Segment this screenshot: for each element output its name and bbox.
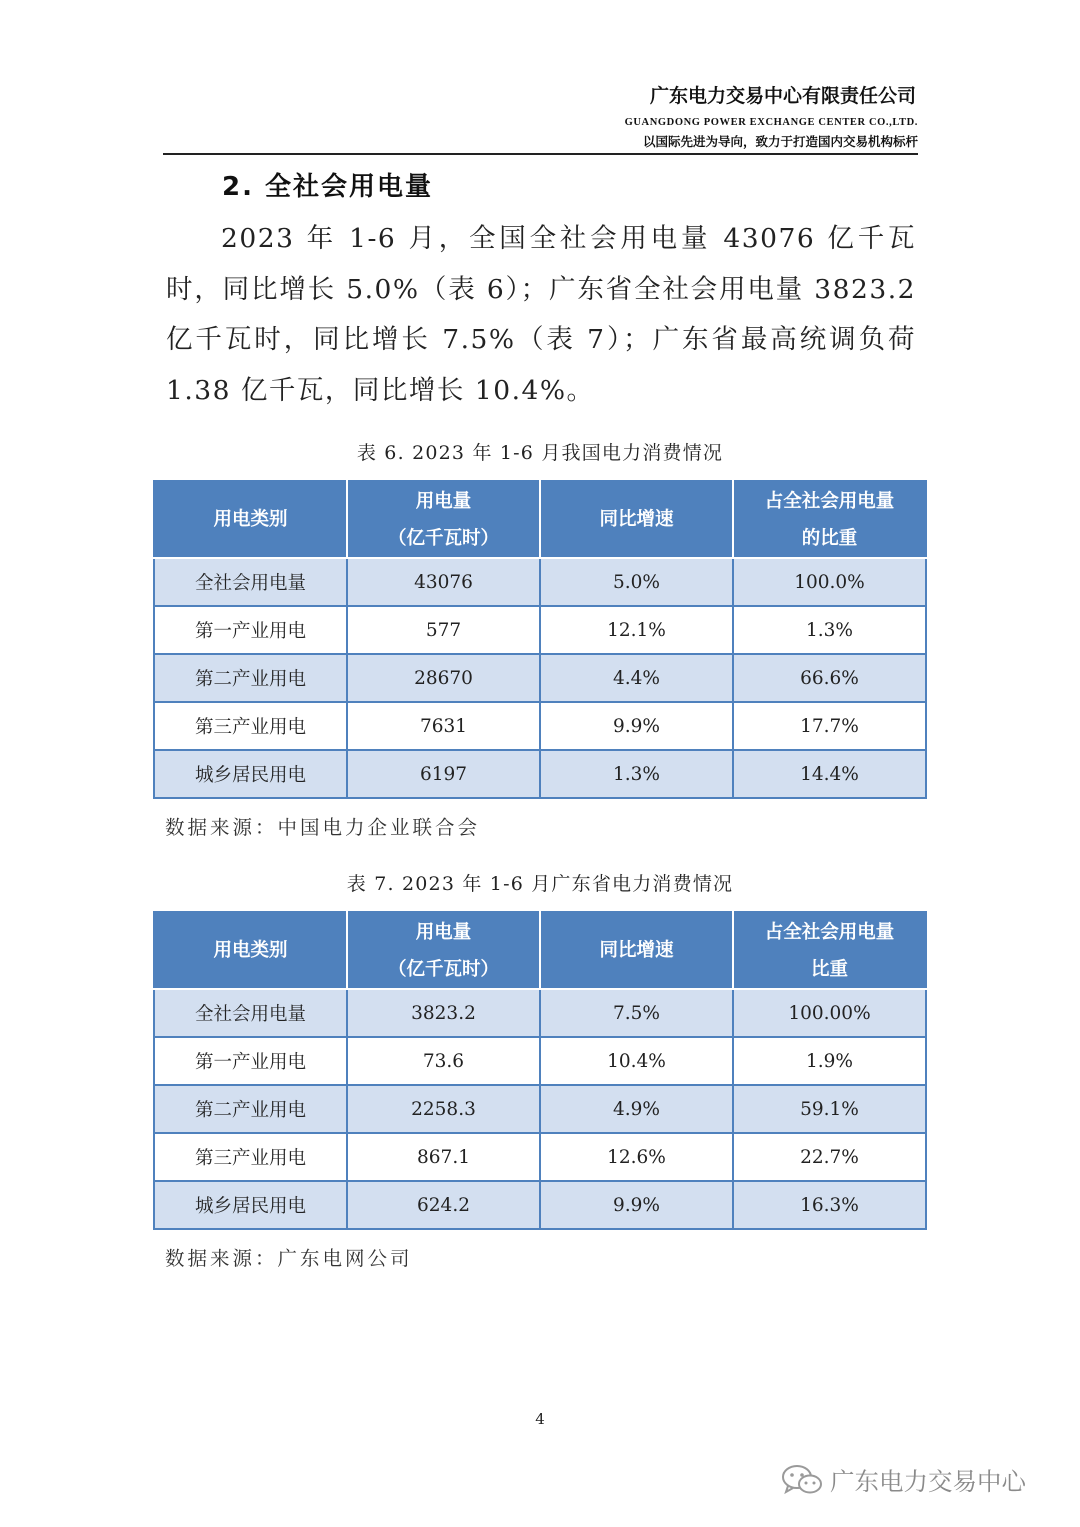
table-row xyxy=(154,654,926,702)
cell-growth: 4.4% xyxy=(540,654,733,702)
cell-growth: 9.9% xyxy=(540,702,733,750)
cell-share: 59.1% xyxy=(733,1085,926,1133)
header-consumption: 用电量 （亿千瓦时） xyxy=(347,912,540,989)
table-row xyxy=(154,558,926,606)
document-header xyxy=(163,82,918,152)
table7-source: 数据来源：广东电网公司 xyxy=(165,1247,413,1270)
page-number: 4 xyxy=(535,1410,545,1428)
cell-growth: 12.1% xyxy=(540,606,733,654)
cell-consumption: 867.1 xyxy=(347,1133,540,1181)
cell-consumption: 2258.3 xyxy=(347,1085,540,1133)
cell-category: 第一产业用电 xyxy=(154,1037,347,1085)
header-growth: 同比增速 xyxy=(540,481,733,558)
cell-consumption: 3823.2 xyxy=(347,989,540,1037)
header-share: 占全社会用电量 比重 xyxy=(733,912,926,989)
cell-growth: 4.9% xyxy=(540,1085,733,1133)
table-row xyxy=(154,1133,926,1181)
cell-consumption: 577 xyxy=(347,606,540,654)
table-row xyxy=(154,989,926,1037)
cell-growth: 7.5% xyxy=(540,989,733,1037)
cell-consumption: 7631 xyxy=(347,702,540,750)
table-header-row xyxy=(154,481,926,558)
watermark-text: 广东电力交易中心 xyxy=(830,1466,1026,1496)
table6-caption: 表 6. 2023 年 1-6 月我国电力消费情况 xyxy=(356,442,724,464)
cell-category: 第二产业用电 xyxy=(154,654,347,702)
table-header-row xyxy=(154,912,926,989)
cell-share: 16.3% xyxy=(733,1181,926,1229)
company-name-en: GUANGDONG POWER EXCHANGE CENTER CO.,LTD. xyxy=(624,117,918,128)
cell-growth: 5.0% xyxy=(540,558,733,606)
cell-category: 城乡居民用电 xyxy=(154,750,347,798)
cell-growth: 9.9% xyxy=(540,1181,733,1229)
cell-category: 第三产业用电 xyxy=(154,1133,347,1181)
cell-share: 66.6% xyxy=(733,654,926,702)
cell-category: 全社会用电量 xyxy=(154,558,347,606)
table-row xyxy=(154,606,926,654)
watermark xyxy=(780,1460,1026,1500)
section-title: 2. 全社会用电量 xyxy=(222,172,434,202)
cell-share: 1.3% xyxy=(733,606,926,654)
header-consumption: 用电量 （亿千瓦时） xyxy=(347,481,540,558)
cell-share: 14.4% xyxy=(733,750,926,798)
cell-growth: 12.6% xyxy=(540,1133,733,1181)
table-row xyxy=(154,750,926,798)
cell-consumption: 6197 xyxy=(347,750,540,798)
cell-consumption: 624.2 xyxy=(347,1181,540,1229)
company-name-cn: 广东电力交易中心有限责任公司 xyxy=(649,85,916,107)
cell-growth: 10.4% xyxy=(540,1037,733,1085)
table7-caption: 表 7. 2023 年 1-6 月广东省电力消费情况 xyxy=(346,873,734,895)
header-category: 用电类别 xyxy=(154,912,347,989)
table7 xyxy=(153,911,927,1230)
header-divider xyxy=(163,153,918,155)
table-row xyxy=(154,1085,926,1133)
cell-category: 第三产业用电 xyxy=(154,702,347,750)
cell-consumption: 73.6 xyxy=(347,1037,540,1085)
body-paragraph: 2023 年 1-6 月，全国全社会用电量 43076 亿千瓦时，同比增长 5.0%（表 6）；广东省全社会用电量 3823.2 亿千瓦时，同比增长 7.5%（表 7）；广东省最高统调负荷 1.38 亿千瓦，同比增长 10.4%。 xyxy=(166,223,916,406)
cell-category: 第二产业用电 xyxy=(154,1085,347,1133)
cell-consumption: 43076 xyxy=(347,558,540,606)
cell-share: 1.9% xyxy=(733,1037,926,1085)
table-row xyxy=(154,1181,926,1229)
table-row xyxy=(154,702,926,750)
table-row xyxy=(154,1037,926,1085)
cell-share: 100.00% xyxy=(733,989,926,1037)
header-category: 用电类别 xyxy=(154,481,347,558)
cell-share: 17.7% xyxy=(733,702,926,750)
wechat-icon xyxy=(780,1462,824,1498)
cell-category: 城乡居民用电 xyxy=(154,1181,347,1229)
company-slogan: 以国际先进为导向，致力于打造国内交易机构标杆 xyxy=(642,134,918,149)
cell-share: 100.0% xyxy=(733,558,926,606)
header-share: 占全社会用电量 的比重 xyxy=(733,481,926,558)
cell-consumption: 28670 xyxy=(347,654,540,702)
table6-source: 数据来源：中国电力企业联合会 xyxy=(165,816,481,839)
cell-share: 22.7% xyxy=(733,1133,926,1181)
cell-category: 第一产业用电 xyxy=(154,606,347,654)
cell-category: 全社会用电量 xyxy=(154,989,347,1037)
header-growth: 同比增速 xyxy=(540,912,733,989)
table6 xyxy=(153,480,927,799)
cell-growth: 1.3% xyxy=(540,750,733,798)
